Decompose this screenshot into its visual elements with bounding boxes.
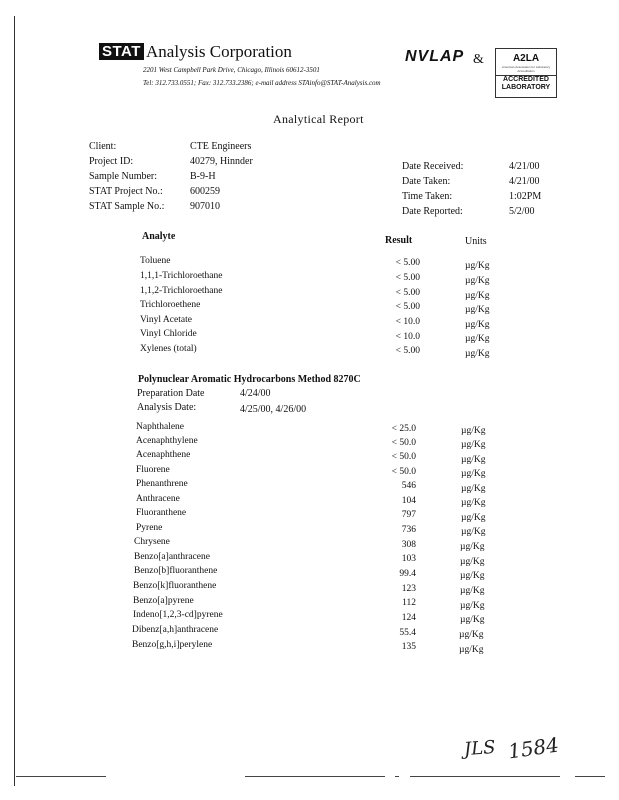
analyte-result: < 10.0 [395, 317, 420, 327]
analyte-name: Vinyl Acetate [140, 315, 192, 325]
analyte-result: < 5.00 [395, 273, 420, 283]
project-id-value: 40279, Hinnder [190, 156, 253, 167]
analyte-units: µg/Kg [465, 349, 490, 359]
analyte-name: Toluene [140, 256, 171, 266]
analyte-units: µg/Kg [465, 261, 490, 271]
analyte-name: Indeno[1,2,3-cd]pyrene [133, 610, 223, 620]
analyte-result: 112 [402, 598, 416, 608]
analyte-name: Trichloroethene [140, 300, 201, 310]
analyte-name: Naphthalene [136, 422, 185, 432]
analyte-header: Analyte [142, 231, 176, 242]
analyte-units: µg/Kg [461, 469, 486, 479]
analyte-name: Benzo[a]pyrene [133, 596, 194, 606]
analyte-name: Acenaphthene [136, 450, 191, 460]
a2la-accreditation-badge [495, 48, 557, 98]
analysis-date-value: 4/25/00, 4/26/00 [240, 404, 307, 415]
scan-line [410, 776, 560, 777]
analyte-name: Fluoranthene [136, 508, 187, 518]
time-taken-label: Time Taken: [402, 191, 453, 202]
analyte-units: µg/Kg [460, 571, 485, 581]
analyte-units: µg/Kg [461, 484, 486, 494]
units-header: Units [465, 236, 487, 247]
analyte-name: Pyrene [136, 523, 163, 533]
a2la-accredited: ACCREDITED [496, 75, 556, 84]
sample-number-value: B-9-H [190, 171, 216, 182]
analyte-units: µg/Kg [459, 645, 484, 655]
analyte-result: < 50.0 [391, 467, 416, 477]
project-id-label: Project ID: [89, 156, 134, 167]
company-contact: Tel: 312.733.0551; Fax: 312.733.2386; e-mail address STAinfo@STAT-Analysis.com [143, 79, 381, 87]
analyte-units: µg/Kg [460, 542, 485, 552]
analyte-units: µg/Kg [461, 527, 486, 537]
analyte-result: 124 [401, 613, 416, 623]
time-taken-value: 1:02PM [509, 191, 542, 202]
preparation-date-value: 4/24/00 [240, 388, 271, 399]
analyte-result: < 50.0 [391, 452, 416, 462]
analyte-result: 736 [401, 525, 416, 535]
analyte-name: Dibenz[a,h]anthracene [132, 625, 219, 635]
analyte-result: 546 [401, 481, 416, 491]
analyte-units: µg/Kg [461, 426, 486, 436]
handwritten-page-number: 1584 [506, 732, 561, 764]
page-left-border [14, 16, 15, 786]
handwritten-initials: JLS [463, 736, 497, 761]
pah-section-title: Polynuclear Aromatic Hydrocarbons Method 8270C [138, 374, 361, 385]
analyte-name: Benzo[b]fluoranthene [134, 566, 218, 576]
result-header: Result [385, 235, 413, 246]
analyte-units: µg/Kg [461, 498, 486, 508]
analyte-result: < 50.0 [391, 438, 416, 448]
analyte-name: Vinyl Chloride [140, 329, 197, 339]
stat-project-value: 600259 [190, 186, 220, 197]
analyte-units: µg/Kg [460, 557, 485, 567]
preparation-date-label: Preparation Date [137, 388, 205, 399]
date-reported-label: Date Reported: [402, 206, 463, 217]
analyte-result: 135 [401, 642, 416, 652]
analyte-result: < 5.00 [395, 288, 420, 298]
analysis-date-label: Analysis Date: [137, 402, 197, 413]
analyte-name: Anthracene [136, 494, 180, 504]
analyte-result: < 10.0 [395, 332, 420, 342]
date-taken-value: 4/21/00 [509, 176, 540, 187]
analyte-result: 123 [401, 584, 416, 594]
analyte-units: µg/Kg [460, 615, 485, 625]
analyte-name: Benzo[k]fluoranthene [133, 581, 217, 591]
analyte-units: µg/Kg [465, 276, 490, 286]
analyte-result: 308 [401, 540, 416, 550]
scan-line [395, 776, 399, 777]
sample-number-label: Sample Number: [89, 171, 158, 182]
scan-line [245, 776, 385, 777]
analyte-units: µg/Kg [461, 440, 486, 450]
scan-line [16, 776, 106, 777]
a2la-laboratory: LABORATORY [501, 84, 551, 91]
analyte-name: Acenaphthylene [136, 436, 198, 446]
date-received-label: Date Received: [402, 161, 464, 172]
date-reported-value: 5/2/00 [509, 206, 535, 217]
analyte-units: µg/Kg [460, 601, 485, 611]
stat-logo: STAT [99, 43, 144, 60]
analyte-name: Phenanthrene [136, 479, 188, 489]
a2la-mark: A2LA [512, 53, 540, 64]
report-title: Analytical Report [273, 112, 364, 126]
analyte-result: < 5.00 [395, 346, 420, 356]
analyte-result: 55.4 [399, 628, 416, 638]
stat-project-label: STAT Project No.: [89, 186, 163, 197]
analyte-result: 104 [401, 496, 416, 506]
analyte-name: Benzo[g,h,i]perylene [132, 640, 213, 650]
company-name: Analysis Corporation [146, 42, 292, 61]
analyte-name: Benzo[a]anthracene [134, 552, 210, 562]
analyte-result: 99.4 [399, 569, 416, 579]
analyte-units: µg/Kg [465, 291, 490, 301]
date-received-value: 4/21/00 [509, 161, 540, 172]
analyte-units: µg/Kg [465, 334, 490, 344]
analyte-result: < 5.00 [395, 258, 420, 268]
client-value: CTE Engineers [190, 141, 252, 152]
analyte-name: Chrysene [134, 537, 170, 547]
stat-sample-label: STAT Sample No.: [89, 201, 165, 212]
analyte-name: Fluorene [136, 465, 170, 475]
analyte-units: µg/Kg [459, 630, 484, 640]
nvlap-logo: NVLAP [405, 48, 465, 65]
company-address: 2201 West Campbell Park Drive, Chicago, Illinois 60612-3501 [143, 66, 320, 74]
analyte-units: µg/Kg [461, 455, 486, 465]
a2la-fine-print: American Association for Laboratory Accreditation [501, 65, 551, 73]
analyte-units: µg/Kg [465, 305, 490, 315]
date-taken-label: Date Taken: [402, 176, 451, 187]
analyte-result: < 25.0 [391, 424, 416, 434]
client-label: Client: [89, 141, 117, 152]
analyte-result: 797 [401, 510, 416, 520]
analyte-result: < 5.00 [395, 302, 420, 312]
analyte-name: 1,1,1-Trichloroethane [140, 271, 223, 281]
analyte-units: µg/Kg [461, 513, 486, 523]
analyte-name: 1,1,2-Trichloroethane [140, 286, 223, 296]
stat-sample-value: 907010 [190, 201, 220, 212]
analyte-units: µg/Kg [460, 586, 485, 596]
ampersand: & [473, 52, 484, 67]
analyte-result: 103 [401, 554, 416, 564]
analyte-name: Xylenes (total) [140, 344, 197, 354]
analyte-units: µg/Kg [465, 320, 490, 330]
scan-line [575, 776, 605, 777]
